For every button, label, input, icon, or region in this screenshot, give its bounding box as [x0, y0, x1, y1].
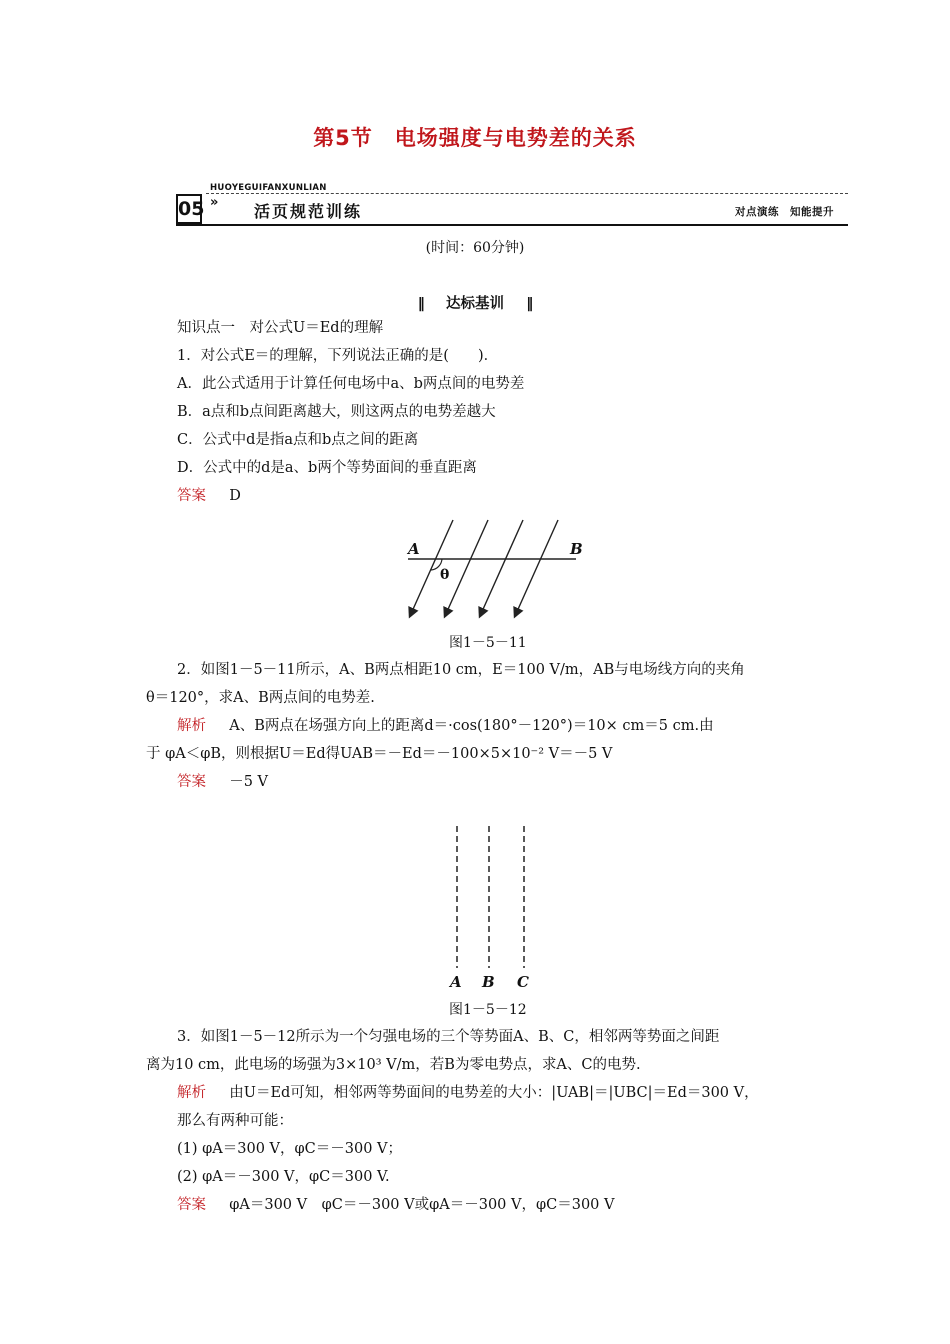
figure-caption: 图1－5－11: [449, 635, 527, 651]
analysis-label: 解析: [177, 718, 206, 734]
time-note: (时间：60分钟): [425, 240, 525, 256]
q1-option-d: D．公式中的d是a、b两个等势面间的垂直距离: [177, 460, 477, 476]
answer-value: φA＝300 V φC＝－300 V或φA＝－300 V，φC＝300 V: [229, 1197, 615, 1213]
answer-label: 答案: [177, 488, 206, 504]
q3-stem-2: 离为10 cm，此电场的场强为3×10³ V/m，若B为零电势点，求A、C的电势.: [146, 1057, 641, 1073]
q1-option-a: A．此公式适用于计算任何电场中a、b两点间的电势差: [177, 376, 525, 392]
answer-value: －5 V: [229, 774, 269, 790]
point-a-label: A: [408, 540, 420, 558]
point-b-label: B: [570, 540, 583, 558]
banner-number: 05: [176, 194, 202, 224]
plane-c-label: C: [517, 973, 529, 991]
q3-stem-1: 3．如图1－5－12所示为一个匀强电场的三个等势面A、B、C，相邻两等势面之间距: [177, 1029, 720, 1045]
q3-answer: [177, 1195, 615, 1215]
analysis-label: 解析: [177, 1085, 206, 1101]
field-line: [515, 520, 558, 616]
banner-rule: [176, 224, 848, 226]
q1-answer: [177, 486, 241, 506]
q3-case-1: (1) φA＝300 V，φC＝－300 V；: [177, 1141, 403, 1157]
section-bar-right: ‖: [526, 296, 533, 312]
banner-label: 活页规范训练: [254, 202, 363, 221]
q2-stem-2: θ＝120°，求A、B两点间的电势差.: [146, 690, 375, 706]
section-title: 达标基训: [446, 296, 504, 312]
plane-a-label: A: [450, 973, 462, 991]
section-banner: [176, 183, 848, 226]
figure-1-5-11: [398, 516, 598, 624]
answer-value: D: [229, 488, 241, 504]
field-line: [445, 520, 488, 616]
answer-label: 答案: [177, 774, 206, 790]
plane-b-label: B: [482, 973, 495, 991]
banner-right-text: 对点演练 知能提升: [735, 206, 834, 218]
q3-analysis-2: 那么有两种可能：: [177, 1113, 293, 1129]
q3-analysis-1: [177, 1083, 759, 1103]
q3-case-2: (2) φA＝－300 V，φC＝300 V.: [177, 1169, 390, 1185]
q1-option-c: C．公式中d是指a点和b点之间的距离: [177, 432, 419, 448]
figure-caption: 图1－5－12: [449, 1002, 527, 1018]
q1-stem: 1．对公式E＝的理解，下列说法正确的是( )．: [177, 348, 499, 364]
analysis-text: 由U＝Ed可知，相邻两等势面间的电势差的大小：|UAB|＝|UBC|＝Ed＝300 V，: [229, 1085, 759, 1101]
section-heading: [0, 292, 950, 313]
answer-label: 答案: [177, 1197, 206, 1213]
banner-pinyin: HUOYEGUIFANXUNLIAN: [210, 183, 327, 193]
figure-1-5-12: [440, 822, 550, 994]
q2-stem-1: 2．如图1－5－11所示，A、B两点相距10 cm，E＝100 V/m，AB与电场线方向的夹角: [177, 662, 745, 678]
theta-label: θ: [440, 567, 450, 583]
field-line: [480, 520, 523, 616]
q2-analysis-2: 于 φA＜φB，则根据U＝Ed得UAB＝－Ed＝－100×5×10⁻² V＝－5 V: [146, 746, 613, 762]
banner-dashed-line: [206, 193, 848, 194]
analysis-text: A、B两点在场强方向上的距离d＝·cos(180°－120°)＝10× cm＝5 cm.由: [229, 718, 714, 734]
q1-option-b: B．a点和b点间距离越大，则这两点的电势差越大: [177, 404, 496, 420]
q2-analysis-1: [177, 716, 714, 736]
page-title: 第5节 电场强度与电势差的关系: [313, 126, 637, 150]
section-bar-left: ‖: [417, 296, 424, 312]
knowledge-point: 知识点一 对公式U＝Ed的理解: [177, 320, 384, 336]
chevron-right-icon: »: [210, 195, 219, 210]
q2-answer: [177, 772, 268, 792]
